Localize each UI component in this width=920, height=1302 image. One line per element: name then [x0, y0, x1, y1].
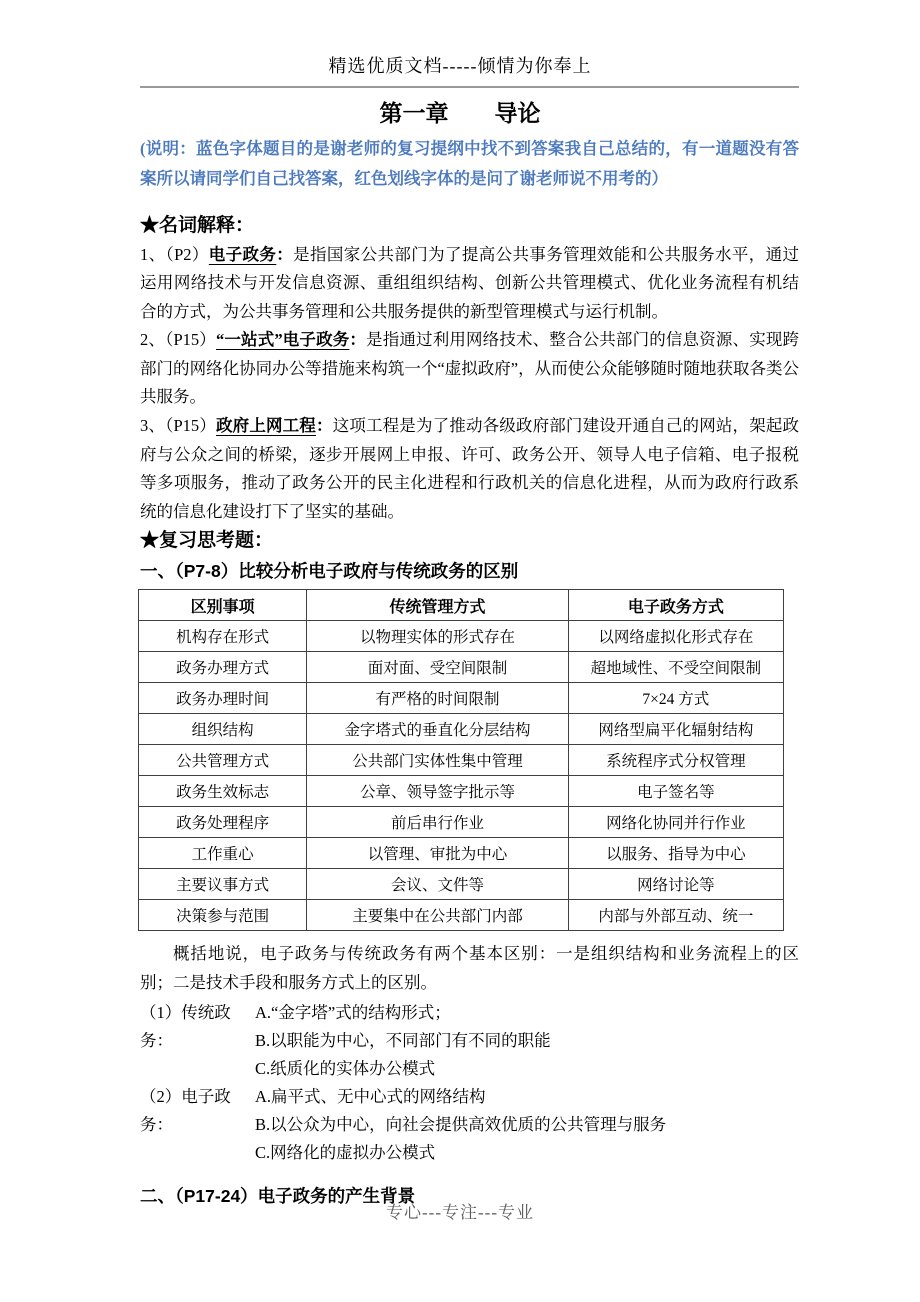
- cell: 工作重心: [139, 838, 307, 869]
- list-item: B.以公众为中心，向社会提供高效优质的公共管理与服务: [255, 1115, 667, 1135]
- cell: 决策参与范围: [139, 900, 307, 931]
- header-divider: [140, 86, 799, 88]
- table-row: [139, 776, 784, 807]
- cell: 以服务、指导为中心: [568, 838, 783, 869]
- question-2-heading: 二、（P17-24）电子政务的产生背景: [140, 1186, 416, 1207]
- term-definition-3: [140, 412, 799, 526]
- term-colon: ：: [349, 330, 367, 350]
- cell: 以物理实体的形式存在: [307, 621, 568, 652]
- comparison-label: （1）传统政务：: [140, 1003, 231, 1051]
- cell: 公共管理方式: [139, 745, 307, 776]
- list-item: A.“金字塔”式的结构形式；: [255, 1003, 451, 1023]
- term-name: 政府上网工程: [216, 416, 316, 436]
- comparison-items: [255, 1083, 799, 1167]
- term-name: “一站式”电子政务: [215, 330, 350, 350]
- cell: 会议、文件等: [307, 869, 568, 900]
- cell: 以网络虚拟化形式存在: [568, 621, 783, 652]
- cell: 公章、领导签字批示等: [307, 776, 568, 807]
- term-prefix: 2、（P15）: [140, 330, 216, 350]
- term-name: 电子政务: [208, 244, 277, 264]
- note-paragraph: (说明：蓝色字体题目的是谢老师的复习提纲中找不到答案我自己总结的，有一道题没有答案所以请同学们自己找答案，红色划线字体的是问了谢老师说不用考的）: [140, 139, 799, 188]
- cell: 有严格的时间限制: [307, 683, 568, 714]
- col-header-item: 区别事项: [139, 590, 307, 621]
- table-row: [139, 807, 784, 838]
- table-row: [139, 745, 784, 776]
- terms-section-heading: ★名词解释：: [140, 214, 255, 236]
- cell: 主要集中在公共部门内部: [307, 900, 568, 931]
- cell: 政务办理时间: [139, 683, 307, 714]
- table-row: [139, 652, 784, 683]
- comparison-label: （2）电子政务：: [140, 1087, 231, 1135]
- cell: 系统程序式分权管理: [568, 745, 783, 776]
- table-row: [139, 900, 784, 931]
- cell: 金字塔式的垂直化分层结构: [307, 714, 568, 745]
- page-footer-text: 专心---专注---专业: [386, 1203, 534, 1222]
- table-row: [139, 714, 784, 745]
- cell: 电子签名等: [568, 776, 783, 807]
- table-header-row: [139, 590, 784, 621]
- cell: 以管理、审批为中心: [307, 838, 568, 869]
- term-body: 这项工程是为了推动各级政府部门建设开通自己的网站，架起政府与公众之间的桥梁，逐步开展网上申报、许可、政务公开、领导人电子信箱、电子报税等多项服务，推动了政务公开的民主化进程和行政机关的信息化进程，从而为政府行政系统的信息化建设打下了坚实的基础。: [140, 416, 800, 521]
- cell: 前后串行作业: [307, 807, 568, 838]
- cell: 面对面、受空间限制: [307, 652, 568, 683]
- cell: 组织结构: [139, 714, 307, 745]
- term-colon: ：: [315, 416, 333, 436]
- cell: 网络讨论等: [568, 869, 783, 900]
- term-body: 是指国家公共部门为了提高公共事务管理效能和公共服务水平，通过运用网络技术与开发信息资源、重组组织结构、创新公共管理模式、优化业务流程有机结合的方式，为公共事务管理和公共服务提供的新型管理模式与运行机制。: [140, 244, 800, 321]
- table-row: [139, 683, 784, 714]
- comparison-table: [138, 589, 784, 931]
- question-1-heading: 一、（P7-8）比较分析电子政府与传统政务的区别: [140, 561, 519, 582]
- term-prefix: 1、（P2）: [140, 244, 209, 264]
- table-row: [139, 838, 784, 869]
- table-row: [139, 869, 784, 900]
- comparison-items: [255, 999, 799, 1083]
- cell: 公共部门实体性集中管理: [307, 745, 568, 776]
- cell: 政务办理方式: [139, 652, 307, 683]
- document-body: [140, 134, 799, 1209]
- chapter-title: 第一章 导论: [379, 101, 541, 126]
- list-item: B.以职能为中心，不同部门有不同的职能: [255, 1031, 551, 1051]
- cell: 主要议事方式: [139, 869, 307, 900]
- table-row: [139, 621, 784, 652]
- cell: 政务生效标志: [139, 776, 307, 807]
- cell: 网络型扁平化辐射结构: [568, 714, 783, 745]
- list-item: C.网络化的虚拟办公模式: [255, 1143, 436, 1163]
- cell: 内部与外部互动、统一: [568, 900, 783, 931]
- list-item: C.纸质化的实体办公模式: [255, 1059, 436, 1079]
- cell: 网络化协同并行作业: [568, 807, 783, 838]
- term-definition-2: [140, 326, 799, 412]
- summary-paragraph: 概括地说，电子政务与传统政务有两个基本区别：一是组织结构和业务流程上的区别；二是技术手段和服务方式上的区别。: [140, 944, 799, 993]
- cell: 机构存在形式: [139, 621, 307, 652]
- col-header-traditional: 传统管理方式: [307, 590, 568, 621]
- comparison-block-egov: [140, 1083, 799, 1167]
- page-header-text: 精选优质文档-----倾情为你奉上: [328, 56, 592, 76]
- col-header-egov: 电子政务方式: [568, 590, 783, 621]
- list-item: A.扁平式、无中心式的网络结构: [255, 1087, 486, 1107]
- comparison-block-traditional: [140, 999, 799, 1083]
- cell: 7×24 方式: [568, 683, 783, 714]
- term-prefix: 3、（P15）: [140, 416, 216, 436]
- term-definition-1: [140, 241, 799, 327]
- cell: 超地域性、不受空间限制: [568, 652, 783, 683]
- review-section-heading: ★复习思考题：: [140, 530, 274, 552]
- term-body: 是指通过利用网络技术、整合公共部门的信息资源、实现跨部门的网络化协同办公等措施来构筑一个“虚拟政府”，从而使公众能够随时随地获取各类公共服务。: [140, 330, 800, 407]
- cell: 政务处理程序: [139, 807, 307, 838]
- term-colon: ：: [276, 244, 294, 264]
